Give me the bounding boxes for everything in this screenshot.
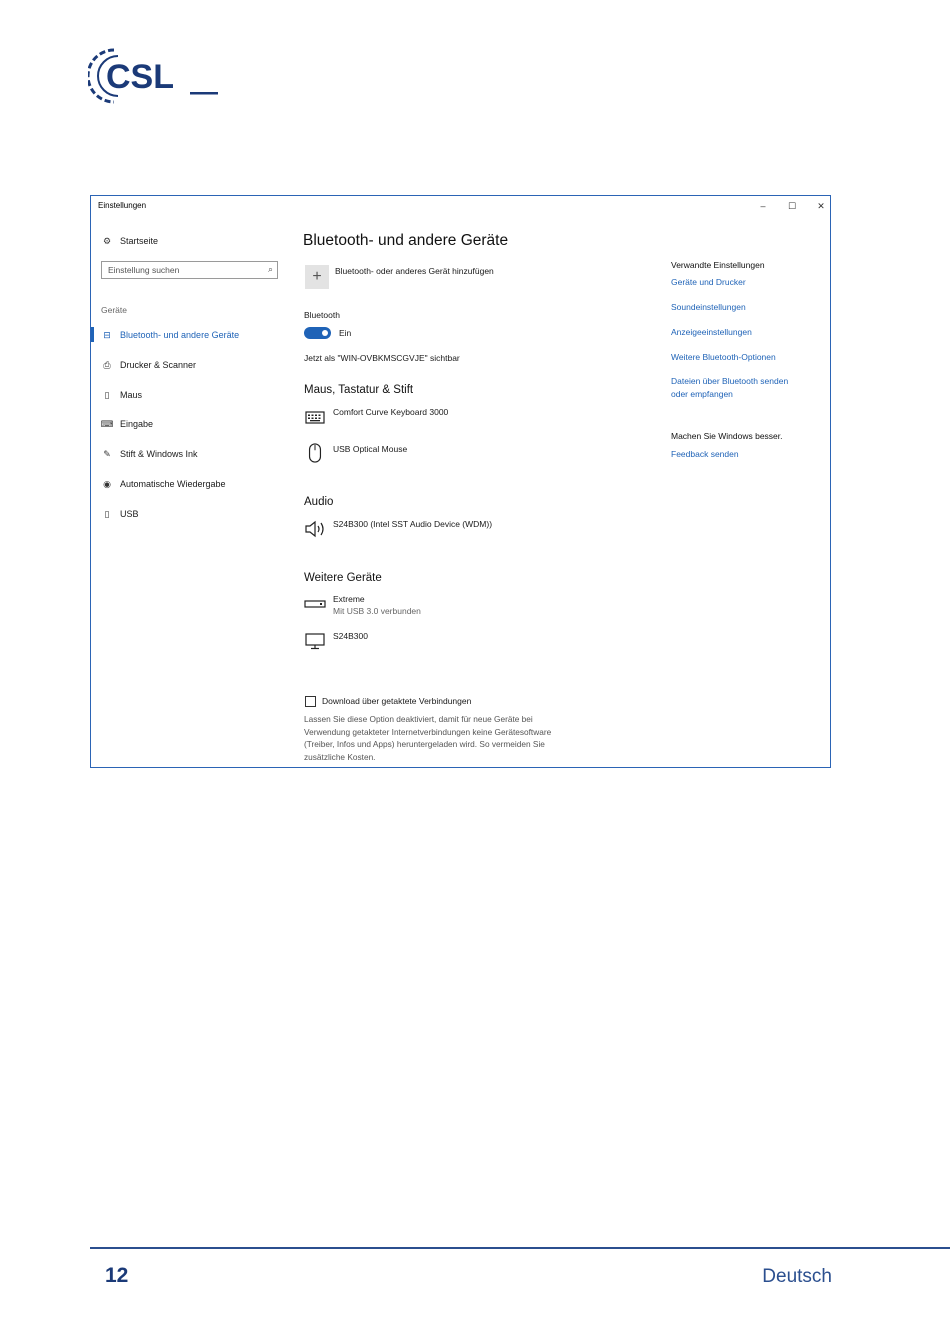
sidebar-item-label: USB — [120, 509, 139, 519]
footer-rule — [90, 1247, 950, 1249]
sidebar-item-label: Automatische Wiedergabe — [120, 479, 226, 489]
active-indicator — [91, 327, 94, 342]
maximize-button[interactable]: ☐ — [787, 200, 797, 211]
bluetooth-devices-icon: ⊟ — [103, 329, 111, 340]
metered-label[interactable]: Download über getaktete Verbindungen — [322, 696, 472, 706]
keyboard-device-icon — [304, 408, 326, 428]
autoplay-icon: ◉ — [103, 478, 111, 489]
keyboard-icon: ⌨ — [100, 418, 114, 429]
link-sound-settings[interactable]: Soundeinstellungen — [671, 302, 746, 312]
device-drive-status: Mit USB 3.0 verbunden — [333, 606, 421, 616]
csl-logo — [88, 42, 223, 108]
link-devices-printers[interactable]: Geräte und Drucker — [671, 277, 746, 287]
sidebar-item-mouse[interactable] — [100, 387, 142, 403]
toggle-knob — [322, 330, 328, 336]
sidebar-item-usb[interactable] — [100, 506, 139, 522]
sidebar-item-input[interactable] — [100, 416, 153, 432]
window-title: Einstellungen — [98, 201, 147, 210]
close-button[interactable]: ✕ — [817, 200, 825, 211]
sidebar-item-label: Maus — [120, 390, 143, 400]
device-drive[interactable]: Extreme — [333, 594, 365, 604]
settings-window — [90, 195, 831, 768]
drive-icon — [304, 594, 326, 614]
search-placeholder: Einstellung suchen — [108, 265, 180, 275]
sidebar-item-autoplay[interactable] — [100, 476, 226, 492]
search-icon: ⌕ — [267, 264, 273, 274]
metered-line: (Treiber, Infos und Apps) heruntergeladen wird. So vermeiden Sie — [304, 739, 545, 749]
device-monitor[interactable]: S24B300 — [333, 631, 368, 641]
page-number: 12 — [105, 1264, 129, 1287]
sidebar-item-label: Drucker & Scanner — [120, 360, 197, 370]
search-input[interactable] — [101, 261, 278, 279]
speaker-icon — [304, 519, 326, 539]
toggle-state: Ein — [339, 328, 352, 338]
metered-description — [304, 713, 594, 763]
sidebar-item-label: Eingabe — [120, 419, 154, 429]
metered-line: Lassen Sie diese Option deaktiviert, damit für neue Geräte bei — [304, 714, 533, 724]
sidebar-item-label: Bluetooth- und andere Geräte — [120, 330, 240, 340]
svg-text:CSL: CSL — [106, 58, 174, 96]
add-device-button[interactable] — [305, 265, 329, 289]
link-bluetooth-options[interactable]: Weitere Bluetooth-Optionen — [671, 352, 776, 362]
section-audio: Audio — [304, 496, 334, 508]
minimize-button[interactable]: – — [760, 201, 766, 211]
sidebar-item-label: Stift & Windows Ink — [120, 449, 198, 459]
link-bluetooth-send[interactable]: Dateien über Bluetooth senden — [671, 376, 789, 386]
related-heading: Verwandte Einstellungen — [671, 260, 765, 270]
metered-line: Verwendung getakteter Internetverbindungen keine Gerätesoftware — [304, 726, 552, 737]
sidebar-item-printers[interactable] — [100, 357, 196, 373]
gear-icon: ⚙ — [102, 235, 112, 246]
section-input-devices: Maus, Tastatur & Stift — [304, 384, 414, 396]
sidebar-item-bluetooth[interactable] — [100, 327, 239, 343]
visibility-text: Jetzt als "WIN-OVBKMSCGVJE" sichtbar — [304, 353, 460, 363]
usb-icon: ▯ — [104, 508, 110, 519]
sidebar-item-pen[interactable] — [100, 446, 198, 462]
improve-heading: Machen Sie Windows besser. — [671, 431, 783, 441]
link-display-settings[interactable]: Anzeigeeinstellungen — [671, 327, 752, 337]
device-audio[interactable]: S24B300 (Intel SST Audio Device (WDM)) — [333, 519, 493, 529]
monitor-icon — [304, 631, 326, 651]
device-keyboard[interactable]: Comfort Curve Keyboard 3000 — [333, 407, 449, 417]
title-bar — [91, 196, 830, 216]
sidebar-section-label: Geräte — [101, 305, 127, 315]
metered-line: zusätzliche Kosten. — [304, 751, 376, 762]
page-title: Bluetooth- und andere Geräte — [303, 232, 509, 249]
bluetooth-toggle[interactable] — [304, 327, 331, 339]
sidebar-home[interactable] — [100, 233, 158, 249]
plus-icon: + — [312, 268, 322, 285]
add-device-label[interactable]: Bluetooth- oder anderes Gerät hinzufügen — [335, 266, 494, 276]
mouse-device-icon — [304, 443, 326, 463]
feedback-link[interactable]: Feedback senden — [671, 449, 739, 459]
link-bluetooth-send-line2[interactable]: oder empfangen — [671, 389, 733, 399]
bluetooth-label: Bluetooth — [304, 310, 340, 320]
mouse-icon: ▯ — [104, 389, 110, 400]
footer-language: Deutsch — [762, 1266, 832, 1287]
metered-checkbox[interactable] — [305, 696, 316, 707]
pen-icon: ✎ — [103, 448, 111, 459]
sidebar-home-label: Startseite — [120, 236, 159, 246]
section-other-devices: Weitere Geräte — [304, 572, 382, 584]
device-mouse[interactable]: USB Optical Mouse — [333, 444, 408, 454]
printer-icon: ⎙ — [103, 359, 111, 370]
